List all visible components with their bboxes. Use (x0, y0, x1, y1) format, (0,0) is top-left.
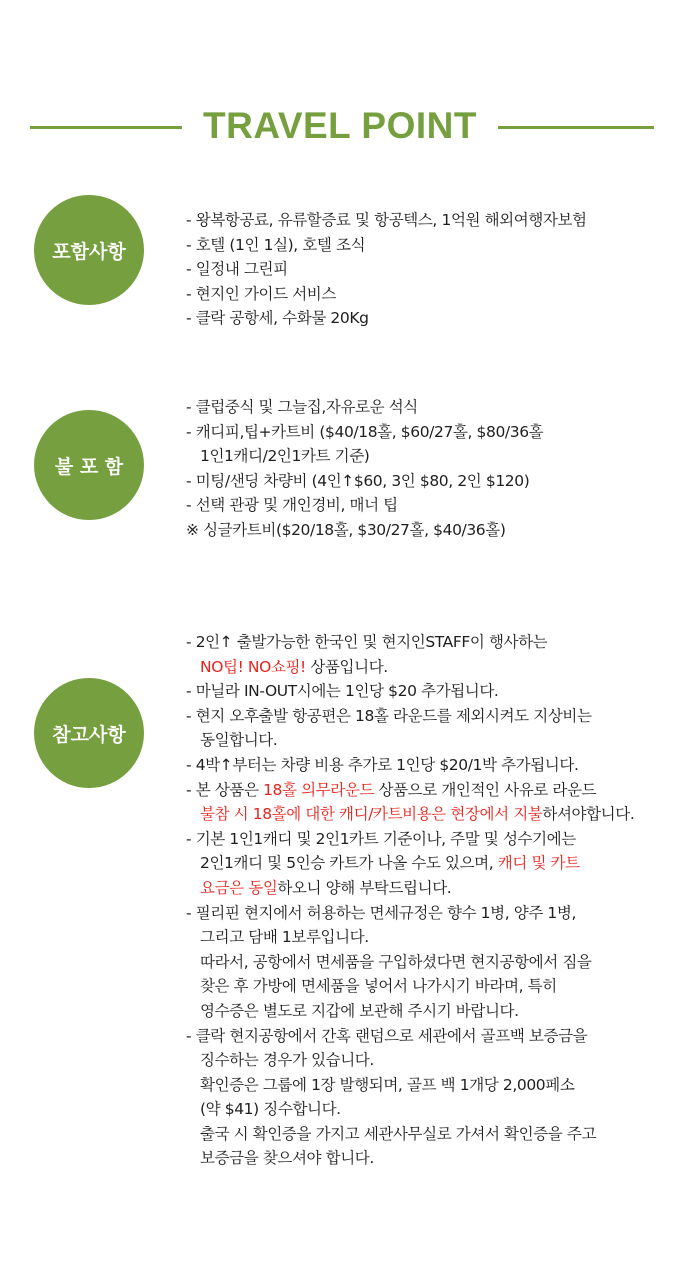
list-item: - 기본 1인1캐디 및 2인1카트 기준이나, 주말 및 성수기에는 (186, 829, 576, 848)
text-segment: - 본 상품은 (186, 780, 264, 799)
list-item: - 2인↑ 출발가능한 한국인 및 현지인STAFF이 행사하는 (186, 633, 548, 651)
page-title: TRAVEL POINT (203, 105, 477, 146)
list-item: - 선택 관광 및 개인경비, 매너 팁 (186, 496, 398, 515)
list-item: 동일합니다. (200, 731, 278, 750)
section-header (0, 104, 684, 148)
list-item (186, 876, 676, 901)
notes-badge: 참고사항 (34, 678, 144, 788)
list-item: 그리고 담배 1보루입니다. (200, 928, 369, 947)
list-item: ※ 싱글카트비($20/18홀, $30/27홀, $40/36홀) (186, 520, 506, 539)
header-rule-right (498, 126, 654, 129)
list-item: 따라서, 공항에서 면세품을 구입하셨다면 현지공항에서 짐을 (200, 952, 592, 971)
highlight-text: 18홀 의무라운드 (263, 780, 374, 799)
highlight-text: 불참 시 18홀에 대한 캐디/카트비용은 현장에서 지불 (200, 805, 543, 824)
list-item: - 필리핀 현지에서 허용하는 면세규정은 향수 1병, 양주 1병, (186, 903, 576, 922)
highlight-text: NO팁! NO쇼핑! (200, 657, 306, 676)
list-item: - 왕복항공료, 유류할증료 및 항공텍스, 1억원 해외여행자보험 (186, 211, 587, 229)
list-item (186, 802, 676, 827)
list-item: 보증금을 찾으셔야 합니다. (200, 1149, 374, 1168)
included-list (186, 208, 676, 331)
list-item (186, 851, 676, 876)
list-item: - 클락 공항세, 수화물 20Kg (186, 309, 369, 328)
excluded-badge: 불 포 함 (34, 410, 144, 520)
text-segment: 하셔야합니다. (542, 805, 635, 824)
list-item: - 마닐라 IN-OUT시에는 1인당 $20 추가됩니다. (186, 682, 499, 701)
list-item: - 캐디피,팁+카트비 ($40/18홀, $60/27홀, $80/36홀 (186, 422, 544, 441)
list-item (186, 655, 676, 680)
list-item: 징수하는 경우가 있습니다. (200, 1051, 374, 1070)
list-item: - 현지인 가이드 서비스 (186, 284, 336, 303)
list-item: - 일정내 그린피 (186, 260, 288, 279)
list-item: 찾은 후 가방에 면세품을 넣어서 나가시기 바라며, 특히 (200, 977, 557, 996)
list-item: 1인1캐디/2인1카트 기준) (200, 447, 370, 466)
notes-list (186, 630, 676, 1171)
list-item: - 미팅/샌딩 차량비 (4인↑$60, 3인 $80, 2인 $120) (186, 471, 530, 490)
list-item: 출국 시 확인증을 가지고 세관사무실로 가셔서 확인증을 주고 (200, 1124, 597, 1143)
highlight-text: 요금은 동일 (200, 878, 278, 897)
list-item: 영수증은 별도로 지갑에 보관해 주시기 바랍니다. (200, 1001, 519, 1020)
list-item: - 클락 현지공항에서 간혹 랜덤으로 세관에서 골프백 보증금을 (186, 1026, 588, 1045)
text-segment: 2인1캐디 및 5인승 카트가 나올 수도 있으며, (200, 854, 498, 873)
excluded-list (186, 395, 676, 543)
list-item: - 4박↑부터는 차량 비용 추가로 1인당 $20/1박 추가됩니다. (186, 755, 579, 774)
text-segment: 하오니 양해 부탁드립니다. (277, 878, 452, 897)
text-segment: 상품으로 개인적인 사유로 라운드 (373, 780, 597, 799)
list-item: - 클럽중식 및 그늘집,자유로운 석식 (186, 398, 418, 416)
text-segment: 상품입니다. (305, 657, 388, 676)
list-item: - 현지 오후출발 항공편은 18홀 라운드를 제외시켜도 지상비는 (186, 706, 592, 725)
header-rule-left (30, 126, 182, 129)
list-item: (약 $41) 징수합니다. (200, 1100, 341, 1119)
list-item: - 호텔 (1인 1실), 호텔 조식 (186, 235, 366, 254)
highlight-text: 캐디 및 카트 (497, 854, 580, 873)
list-item (186, 778, 676, 803)
included-badge: 포함사항 (34, 195, 144, 305)
list-item: 확인증은 그룹에 1장 발행되며, 골프 백 1개당 2,000페소 (200, 1075, 575, 1094)
